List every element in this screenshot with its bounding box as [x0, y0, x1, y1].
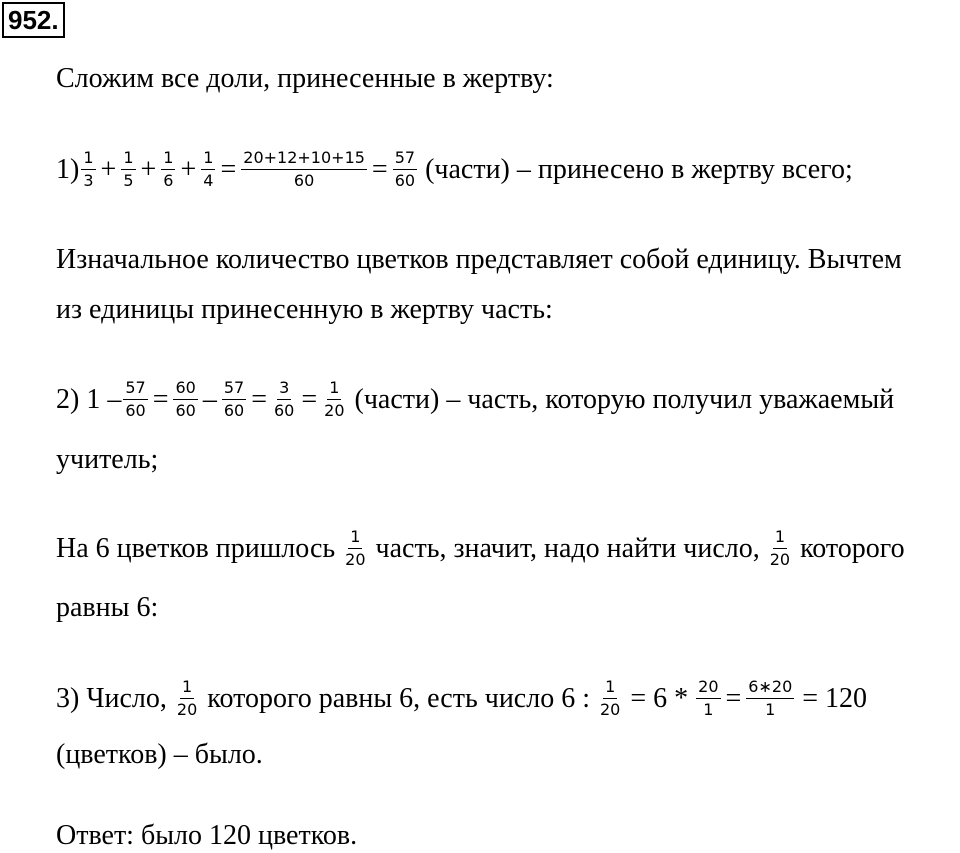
fraction: $\frac{1}{20}$	[345, 527, 366, 569]
fraction: $\frac{57}{60}$	[223, 378, 245, 420]
fraction: $\frac{1}{20}$	[324, 378, 345, 420]
step-2-label: 2) 1 –	[56, 383, 122, 415]
fraction: $\frac{20}{1}$	[698, 677, 719, 719]
fraction: $\frac{1}{20}$	[176, 677, 198, 719]
fraction: $\frac{1}{20}$	[769, 527, 791, 569]
step-1-text: (части) – принесено в жертву всего;	[425, 153, 853, 185]
fraction: $\frac{60}{60}$	[175, 378, 196, 420]
fraction: $\frac{20+12+10+15}{60}$	[243, 148, 365, 190]
problem-number: 952.	[2, 2, 65, 38]
fraction: $\frac{1}{4}$	[203, 148, 214, 190]
paragraph-3-line-1: На 6 цветков пришлось $\frac{1}{20}$ часть, значит, надо найти число, $\frac{1}{20}$ которого	[56, 527, 905, 569]
fraction: $\frac{1}{20}$	[599, 677, 621, 719]
step-3: 3) Число, $\frac{1}{20}$ которого равны 6, есть число 6 : $\frac{1}{20}$ = 6 * $\frac{20}{1}$ = $\frac{6∗20}{1}$ = 120	[56, 677, 868, 719]
paragraph-2-line-2: из единицы принесенную в жертву часть:	[56, 294, 553, 325]
paragraph-2-line-1: Изначальное количество цветков представляет собой единицу. Вычтем	[56, 244, 902, 275]
intro-text: Сложим все доли, принесенные в жертву:	[56, 63, 554, 94]
step-2: 2) 1 – $\frac{57}{60}$ = $\frac{60}{60}$ – $\frac{57}{60}$ = $\frac{3}{60}$ = $\frac{1}{20}$ (части) – часть, которую получил уважаемый	[56, 378, 895, 420]
fraction: $\frac{57}{60}$	[125, 378, 146, 420]
step-3-line-2: (цветков) – было.	[56, 739, 263, 770]
fraction: $\frac{3}{60}$	[274, 378, 295, 420]
fraction: $\frac{1}{6}$	[163, 148, 174, 190]
paragraph-3-line-2: равны 6:	[56, 592, 159, 623]
step-2-text: (части) – часть, которую получил уважаемый	[354, 383, 895, 415]
fraction: $\frac{1}{3}$	[83, 148, 94, 190]
fraction: $\frac{1}{5}$	[123, 148, 134, 190]
answer-text: Ответ: было 120 цветков.	[56, 820, 358, 851]
step-2-line-2: учитель;	[56, 444, 159, 475]
fraction: $\frac{57}{60}$	[394, 148, 416, 190]
step-1: 1) $\frac{1}{3}$ + $\frac{1}{5}$ + $\frac{1}{6}$ + $\frac{1}{4}$ = $\frac{20+12+10+15}{60}$ = $\frac{57}{60}$ (части) – принесено в жертву всего;	[56, 148, 853, 190]
step-1-label: 1)	[56, 153, 80, 185]
fraction: $\frac{6∗20}{1}$	[748, 677, 793, 719]
